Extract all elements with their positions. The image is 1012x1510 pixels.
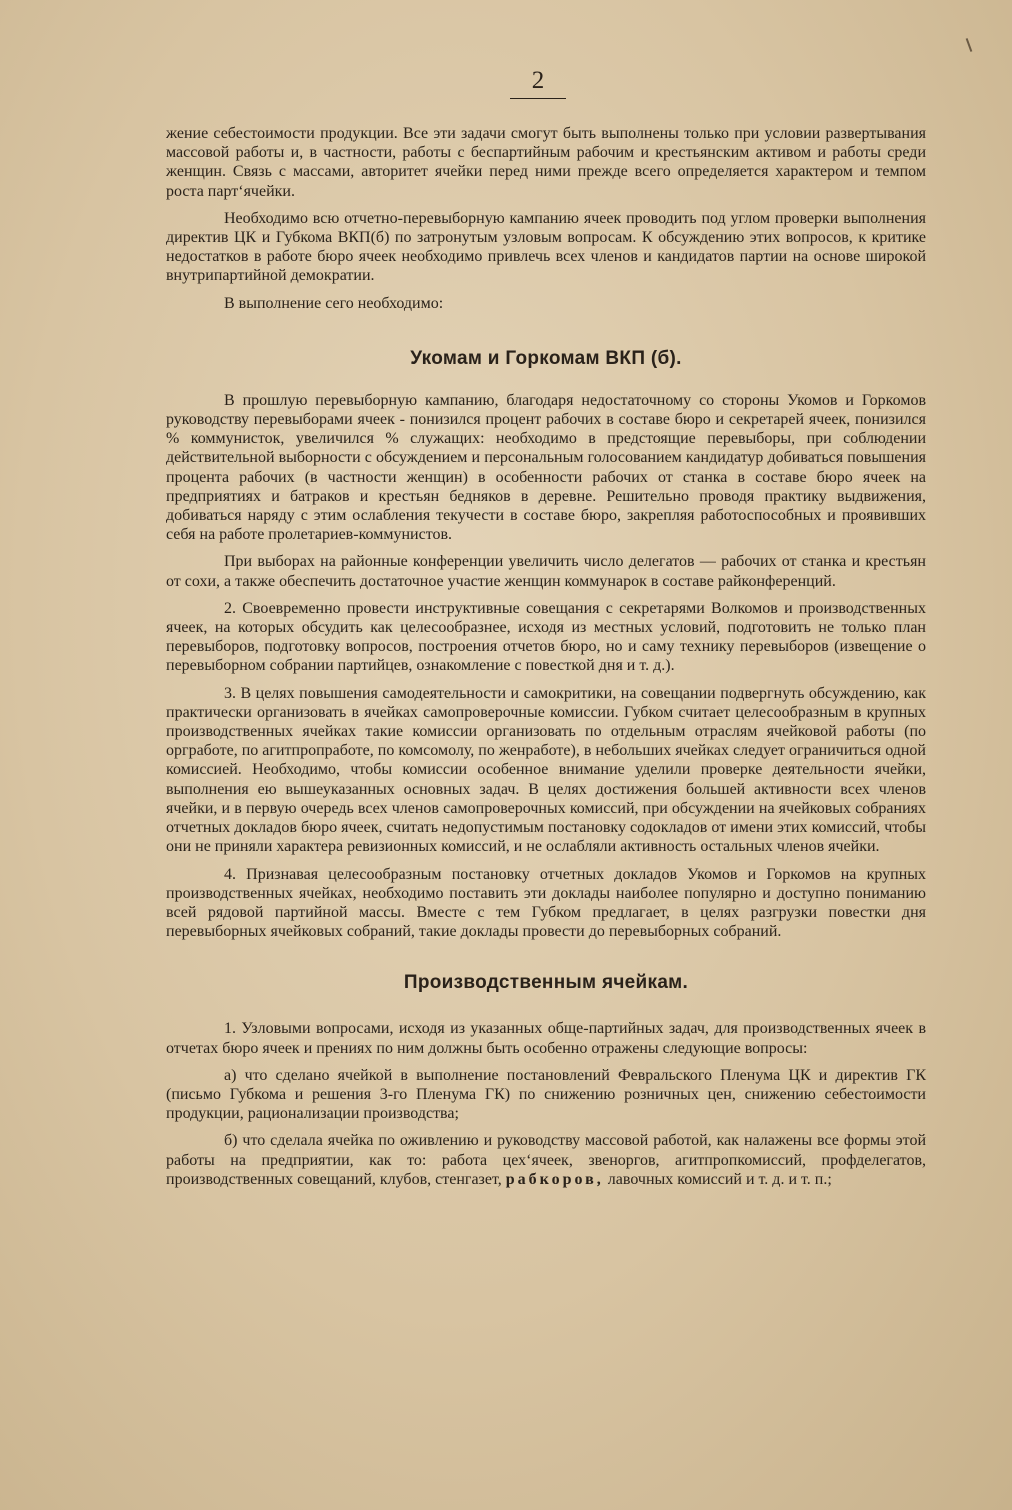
cells-paragraph-1: 1. Узловыми вопросами, исходя из указанных обще-партийных задач, для производственных ячеек в отчетах бюро ячеек и прениях по ним должны быть особенно отражены следующие вопросы: [166, 1020, 926, 1057]
section-heading-ukoms: Укомам и Горкомам ВКП (б). [410, 347, 682, 369]
intro-paragraph-2: Необходимо всю отчетно-перевыборную кампанию ячеек проводить под углом проверки выполнения директив ЦК и Губкома ВКП(б) по затронутым узловым вопросам. К обсуждению этих вопросов, к критике недостатков в работе бюро ячеек необходимо привлечь всех членов и кандидатов партии на основе широкой внутрипартийной демократии. [166, 209, 926, 285]
cells-paragraph-3 [166, 1131, 926, 1189]
intro-paragraph-1: жение себестоимости продукции. Все эти задачи смогут быть выполнены только при условии развертывания массовой работы и, в частности, работы с беспартийным рабочим и крестьянским активом и работы среди женщин. Связь с массами, авторитет ячейки перед ними прежде всего определяется характером и темпом роста парт‘ячейки. [166, 125, 926, 200]
ukoms-paragraph-1: В прошлую перевыборную кампанию, благодаря недостаточному со стороны Укомов и Горкомов руководству перевыборами ячеек - понизился процент рабочих в составе бюро и секретарей ячеек, понизился % коммунисток, увеличился % служащих: необходимо в предстоящие перевыборы, при соблюдении действительной выборности с обсуждением и персональным голосованием кандидатур добиваться повышения процента рабочих (в частности женщин) в особенности рабочих от станка в составе бюро ячеек на предприятиях и батраков и крестьян бедняков в деревне. Решительно проводя практику выдвижения, добиваться наряду с этим ослабления текучести в составе бюро, закрепляя работоспособных и проявивших себя на работе пролетариев-коммунистов. [166, 391, 926, 544]
intro-paragraph-3: В выполнение сего необходимо: [224, 294, 444, 312]
section-heading-cells: Производственным ячейкам. [403, 972, 689, 994]
cells-paragraph-3-start: б) что сделала ячейка по оживлению и руководству массовой работой, как налажены все формы этой работы на предприятии, как то: работа цех‘ячеек, звеноргов, агитпропкомиссий, профделегатов, производственных совещаний, клубов, стенгазет, [166, 1132, 926, 1188]
page-body [166, 124, 926, 1189]
ukoms-paragraph-5: 4. Признавая целесообразным постановку отчетных докладов Укомов и Горкомов на крупных производственных ячейках, необходимо поставить эти доклады наиболее популярно и доступно пониманию всей рядовой партийной массы. Вместе с тем Губком предлагает, в целях разгрузки повестки дня перевыборных ячейковых собраний, такие доклады провести до перевыборных собраний. [166, 865, 926, 941]
cells-paragraph-2: а) что сделано ячейкой в выполнение постановлений Февральского Пленума ЦК и директив ГК (письмо Губкома и решения 3-го Пленума ГК) по снижению розничных цен, снижению себестоимости продукции, рационализации производства; [166, 1066, 926, 1123]
ukoms-paragraph-4: 3. В целях повышения самодеятельности и самокритики, на совещании подвергнуть обсуждению, как практически организовать в ячейках самопроверочные комиссии. Губком считает целесообразным в крупных производственных ячейках такие комиссии организовать по отдельным отраслям ячейковой работы (по оргработе, по агитпропработе, по комсомолу, по женработе), в небольших ячейках следует ограничиться одной комиссией. Необходимо, чтобы комиссии особенное внимание уделили проверке деятельности ячейки, выполнения ею вышеуказанных основных задач. В целях достижения большей активности всех членов ячейки, и в первую очередь всех членов самопроверочных комиссий, при обсуждении на ячейковых собраниях отчетных докладов бюро ячеек, считать недопустимым постановку содокладов от имени этих комиссий, чтобы они не приняли характера ревизионных комиссий, и не ослабляли активность остальных членов ячейки. [166, 684, 926, 856]
cells-paragraph-3-end: лавочных комиссий и т. д. и т. п.; [607, 1170, 832, 1188]
page-number: 2 [510, 66, 566, 99]
ukoms-paragraph-2: При выборах на районные конференции увеличить число делегатов — рабочих от станка и крестьян от сохи, а также обеспечить достаточное участие женщин коммунарок в составе райконференций. [166, 553, 926, 590]
ukoms-paragraph-3: 2. Своевременно провести инструктивные совещания с секретарями Волкомов и производственных ячеек, на которых обсудить как целесообразнее, исходя из местных условий, подготовить не только план перевыборов, подготовку вопросов, построения отчетов бюро, но и саму технику перевыборов (извещение о перевыборном собрании партийцев, ознакомление с повесткой дня и т. д.). [166, 599, 926, 675]
cells-paragraph-3-emphasis: рабкоров, [505, 1170, 604, 1188]
paper-mark [966, 38, 973, 52]
